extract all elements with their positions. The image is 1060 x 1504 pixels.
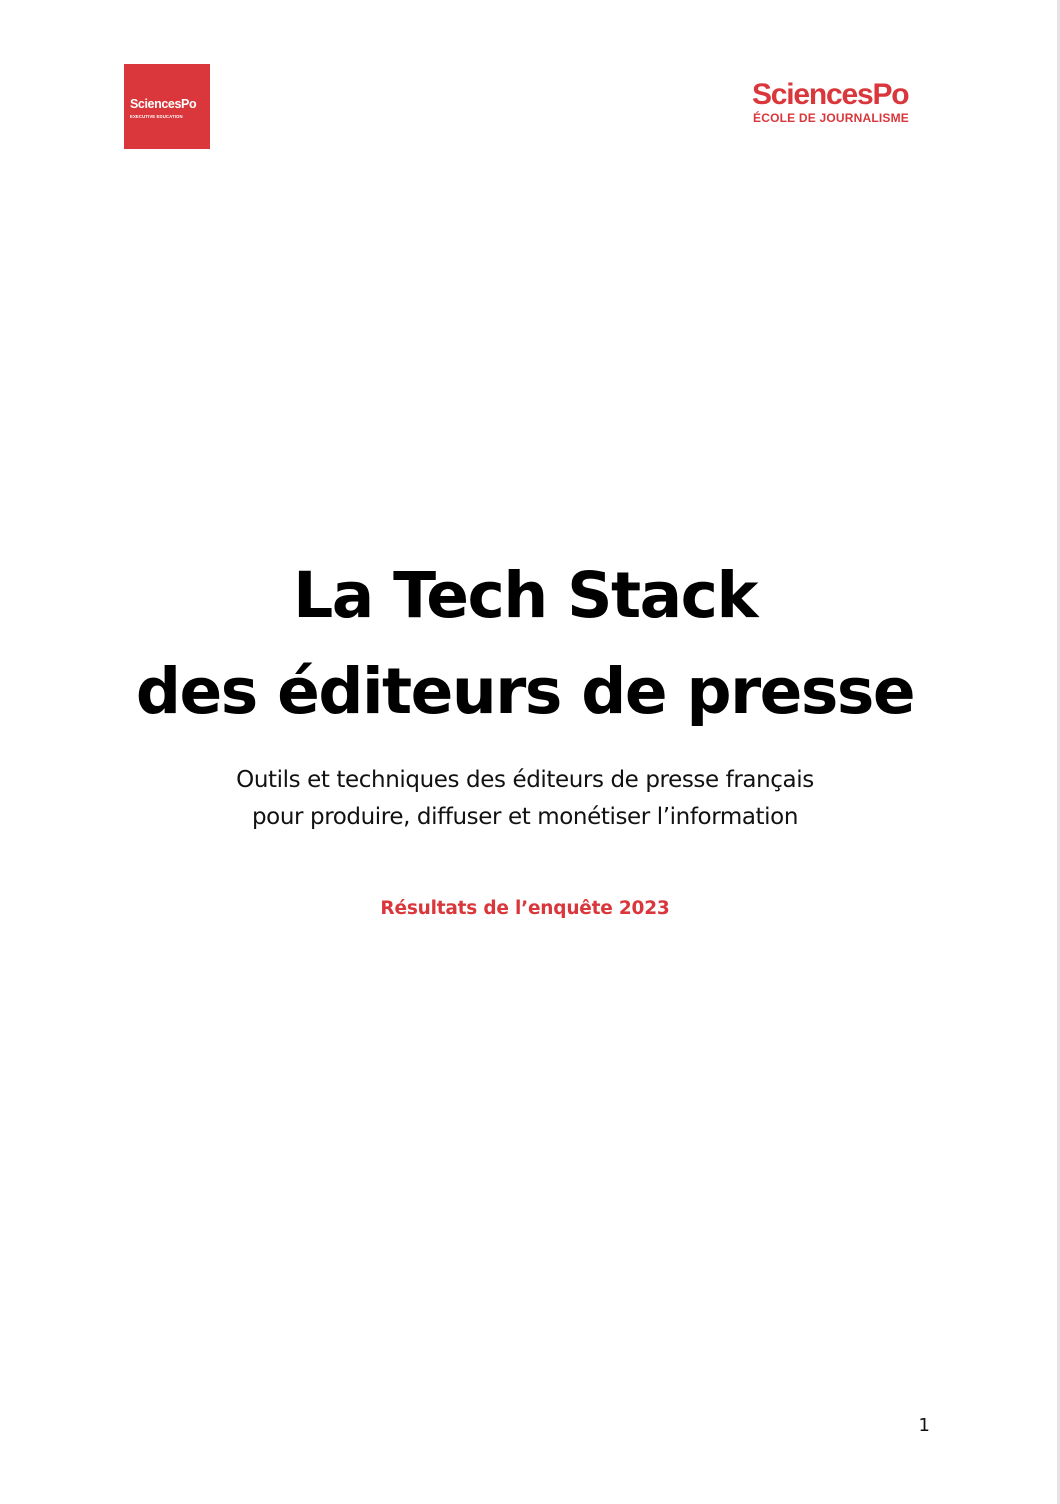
logo-right-subtitle: ÉCOLE DE JOURNALISME	[753, 111, 910, 125]
page-number: 1	[918, 1415, 930, 1436]
sciencespo-journalism-logo	[752, 78, 942, 134]
logo-left-subtitle: EXECUTIVE EDUCATION	[130, 114, 183, 119]
survey-results-label: Résultats de l’enquête 2023	[380, 898, 670, 919]
logo-right-brand: SciencesPo	[752, 78, 909, 111]
logo-left-brand: SciencesPo	[130, 97, 197, 111]
document-subtitle	[0, 762, 1050, 836]
document-title-line-1: La Tech Stack	[293, 559, 757, 632]
sciencespo-executive-education-logo	[124, 64, 210, 149]
document-subtitle-line-1: Outils et techniques des éditeurs de presse français	[236, 767, 814, 793]
document-subtitle-line-2: pour produire, diffuser et monétiser l’information	[251, 804, 799, 830]
document-title-line-2: des éditeurs de presse	[135, 655, 915, 728]
document-title	[0, 548, 1050, 740]
